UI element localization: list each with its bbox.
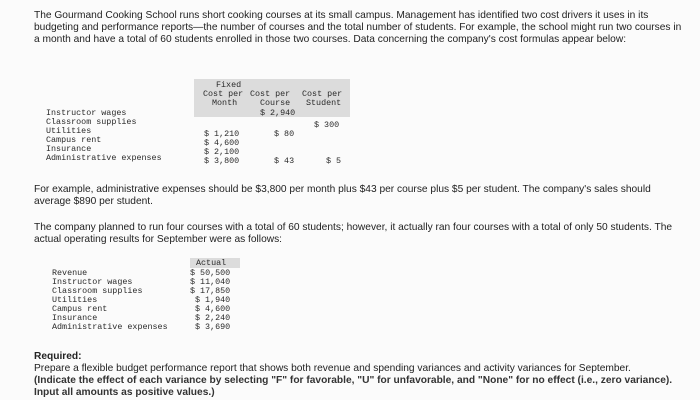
- row-value: $ 11,040: [190, 277, 231, 287]
- row-label: Instructor wages: [46, 108, 127, 118]
- required-heading: Required:: [34, 351, 82, 362]
- row-value: $ 4,600: [195, 304, 231, 314]
- row-fixed: $ 1,210: [204, 129, 240, 139]
- header-cost-per-student: Cost per: [302, 89, 343, 99]
- row-label: Insurance: [46, 144, 92, 154]
- row-label: Insurance: [52, 313, 98, 323]
- row-value: $ 50,500: [190, 268, 231, 278]
- row-label: Campus rent: [46, 135, 102, 145]
- header-fixed: Fixed: [216, 80, 242, 90]
- row-label: Administrative expenses: [46, 153, 162, 163]
- row-course: $ 43: [274, 156, 295, 166]
- header-cost-per-course: Cost per: [250, 89, 291, 99]
- row-label: Utilities: [52, 295, 98, 305]
- row-student: $ 300: [314, 120, 340, 130]
- row-fixed: $ 3,800: [204, 156, 240, 166]
- example-paragraph: For example, administrative expenses should be $3,800 per month plus $43 per course plus $5 per student. The company's sales should average $890 per student.: [34, 184, 651, 207]
- row-value: $ 1,940: [195, 295, 231, 305]
- table-row: [52, 322, 272, 332]
- cost-formula-table: [46, 79, 356, 177]
- required-instructions: (Indicate the effect of each variance by selecting "F" for favorable, "U" for unfavorable, and "None" for no effect (i.e., zero variance). Input all amounts as positive values.): [34, 375, 673, 398]
- planned-paragraph: The company planned to run four courses with a total of 60 students; however, it actually ran four courses with a total of only 50 students. The actual operating results for September were as follows:: [34, 222, 673, 245]
- row-label: Utilities: [46, 126, 92, 136]
- header-actual: Actual: [196, 258, 227, 268]
- row-value: $ 2,240: [195, 313, 231, 323]
- row-label: Classroom supplies: [46, 117, 137, 127]
- actual-results-table: [52, 258, 272, 342]
- row-fixed: $ 2,100: [204, 147, 240, 157]
- row-label: Campus rent: [52, 304, 108, 314]
- row-course: $ 2,940: [260, 108, 296, 118]
- table-row: [46, 153, 356, 166]
- row-label: Administrative expenses: [52, 322, 168, 332]
- intro-paragraph: The Gourmand Cooking School runs short cooking courses at its small campus. Management has identified two cost drivers it uses in its budgeting and performance reports—the number of courses and the total number of students. For example, the school might run two courses in a month and have a total of 60 students enrolled in those two courses. Data concerning the company's cost formulas appear below:: [34, 10, 682, 45]
- row-label: Instructor wages: [52, 277, 133, 287]
- row-label: Revenue: [52, 268, 88, 278]
- row-label: Classroom supplies: [52, 286, 143, 296]
- header-month: Month: [212, 98, 238, 108]
- header-course: Course: [260, 98, 291, 108]
- row-student: $ 5: [326, 156, 342, 166]
- header-cost-per-month: Cost per: [203, 89, 244, 99]
- row-value: $ 3,690: [195, 322, 231, 332]
- row-value: $ 17,850: [190, 286, 231, 296]
- row-course: $ 80: [274, 129, 295, 139]
- required-text: Prepare a flexible budget performance report that shows both revenue and spending variances and activity variances for September.: [34, 363, 631, 374]
- header-student: Student: [306, 98, 342, 108]
- row-fixed: $ 4,600: [204, 138, 240, 148]
